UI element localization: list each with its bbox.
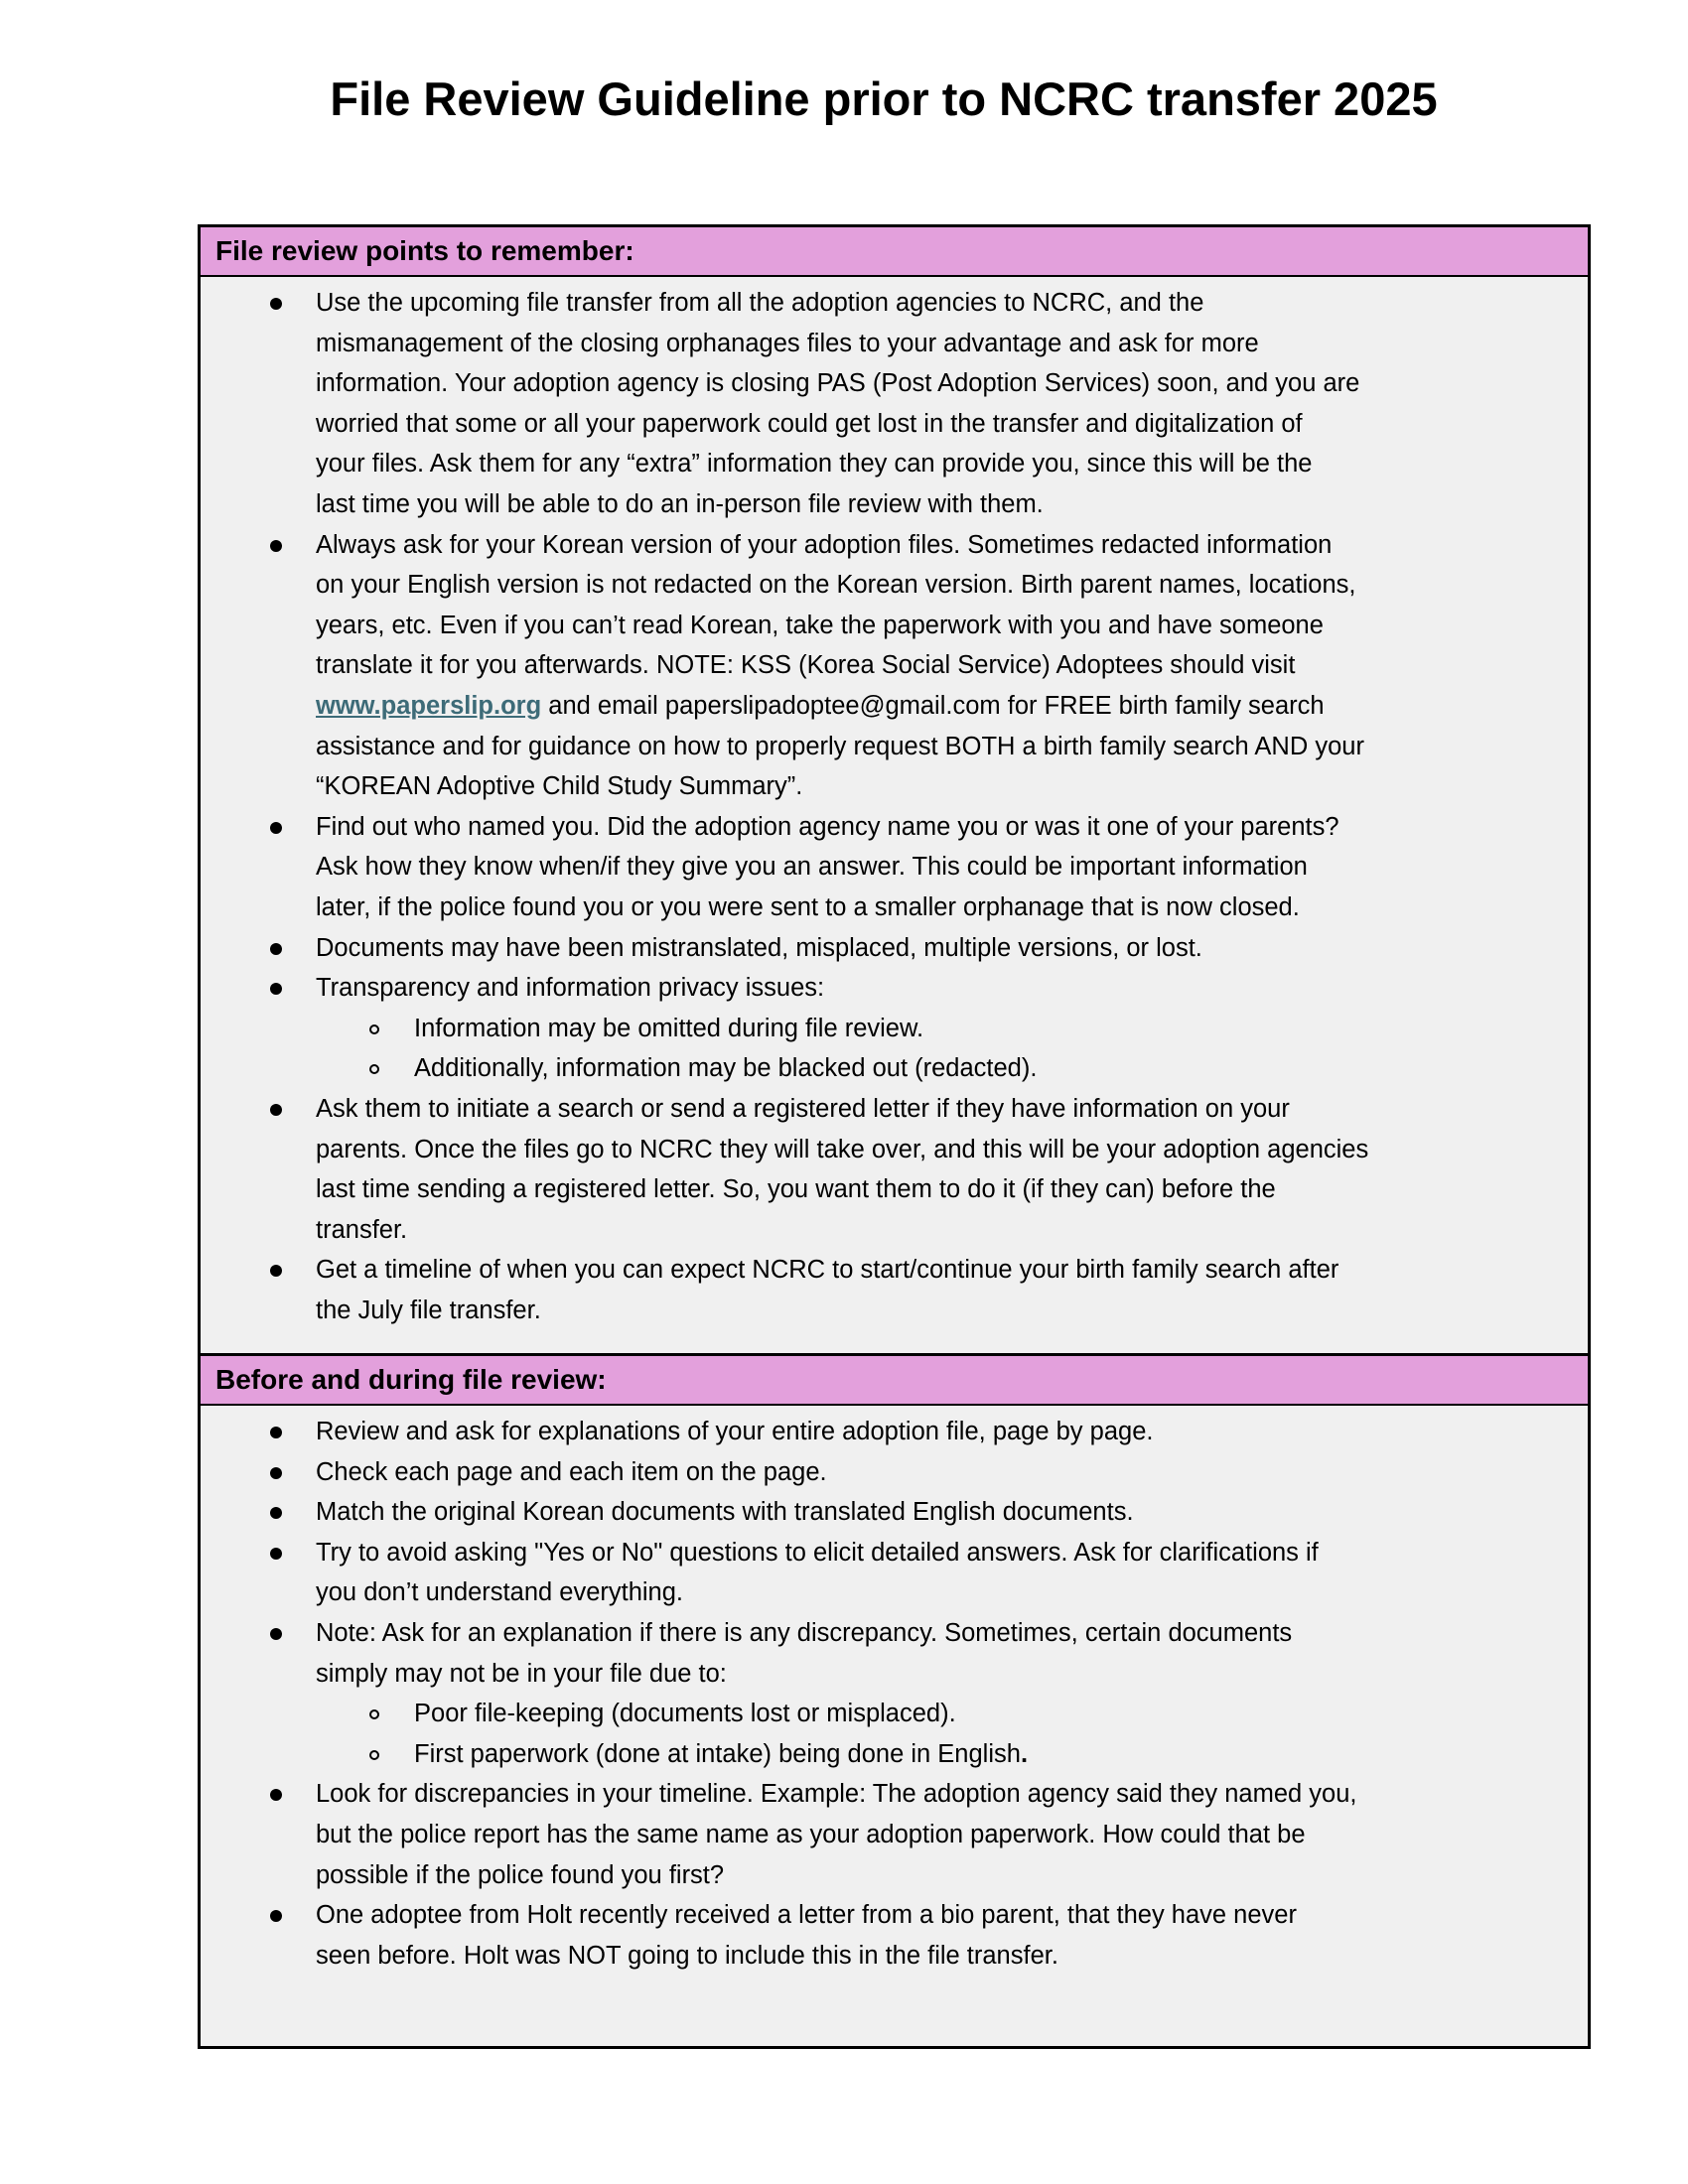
guideline-table — [198, 224, 1591, 2049]
list-item-line: One adoptee from Holt recently received a letter from a bio parent, that they have never — [316, 1901, 1297, 1930]
section-heading: File review points to remember: — [215, 235, 634, 266]
list-item-line: Try to avoid asking "Yes or No" questions to elicit detailed answers. Ask for clarifications if — [316, 1538, 1319, 1567]
list-item-line: information. Your adoption agency is closing PAS (Post Adoption Services) soon, and you are — [316, 369, 1360, 398]
sub-bullet-icon — [369, 1709, 379, 1719]
list-item-line: parents. Once the files go to NCRC they will take over, and this will be your adoption agencies — [316, 1135, 1369, 1163]
list-item-line: Transparency and information privacy issues: — [316, 974, 825, 1003]
sub-bullet-icon — [369, 1064, 379, 1074]
list-item-line: the July file transfer. — [316, 1297, 541, 1324]
section-heading: Before and during file review: — [215, 1364, 607, 1395]
bullet-icon — [270, 983, 282, 995]
sub-list-item: Information may be omitted during file review. — [414, 1014, 924, 1042]
document-title: File Review Guideline prior to NCRC transfer 2025 — [330, 72, 1438, 125]
list-item-line: Ask how they know when/if they give you an answer. This could be important information — [316, 853, 1308, 882]
list-item-line: Always ask for your Korean version of your adoption files. Sometimes redacted information — [316, 530, 1333, 559]
list-item-line: last time you will be able to do an in-person file review with them. — [316, 490, 1044, 518]
sub-list-item: First paperwork (done at intake) being done in English. — [414, 1739, 1029, 1768]
list-item-line: mismanagement of the closing orphanages files to your advantage and ask for more — [316, 329, 1259, 357]
bullet-icon — [270, 1427, 282, 1438]
sub-list-item: Poor file-keeping (documents lost or misplaced). — [414, 1700, 956, 1728]
list-item-line: Documents may have been mistranslated, misplaced, multiple versions, or lost. — [316, 933, 1202, 962]
bullet-icon — [270, 1548, 282, 1560]
list-item-line: Check each page and each item on the page. — [316, 1457, 827, 1486]
bullet-icon — [270, 1507, 282, 1519]
bullet-icon — [270, 1628, 282, 1640]
list-item-line: your files. Ask them for any “extra” information they can provide you, since this will be the — [316, 450, 1313, 478]
section-body-before-during — [201, 1404, 1588, 2046]
list-item-line: simply may not be in your file due to: — [316, 1659, 727, 1688]
bullet-icon — [270, 1910, 282, 1922]
bullet-icon — [270, 1789, 282, 1801]
bullet-icon — [270, 1265, 282, 1277]
list-item-line: Use the upcoming file transfer from all the adoption agencies to NCRC, and the — [316, 289, 1204, 317]
bold-period: . — [1020, 1739, 1029, 1768]
paperslip-link[interactable]: www.paperslip.org — [316, 692, 542, 720]
section-body-points — [201, 275, 1588, 1355]
list-item-line: seen before. Holt was NOT going to include this in the file transfer. — [316, 1941, 1058, 1970]
list-item-line: Note: Ask for an explanation if there is any discrepancy. Sometimes, certain documents — [316, 1619, 1293, 1647]
bullet-icon — [270, 822, 282, 834]
list-item-line: worried that some or all your paperwork could get lost in the transfer and digitalization of — [316, 409, 1303, 438]
list-item-line: translate it for you afterwards. NOTE: KSS (Korea Social Service) Adoptees should visit — [316, 651, 1296, 680]
bullet-icon — [270, 1104, 282, 1116]
sub-bullet-icon — [369, 1750, 379, 1760]
section-header-points — [201, 227, 1588, 275]
list-item-line: on your English version is not redacted on the Korean version. Birth parent names, locations, — [316, 571, 1356, 600]
list-item-line: last time sending a registered letter. So, you want them to do it (if they can) before the — [316, 1175, 1276, 1204]
list-item-line: Ask them to initiate a search or send a registered letter if they have information on your — [316, 1095, 1290, 1123]
section-header-before-during — [201, 1353, 1588, 1404]
list-item-line: Get a timeline of when you can expect NCRC to start/continue your birth family search after — [316, 1256, 1339, 1285]
sub-list-item: Additionally, information may be blacked out (redacted). — [414, 1054, 1038, 1083]
list-item-line: assistance and for guidance on how to properly request BOTH a birth family search AND your — [316, 732, 1364, 760]
bullet-icon — [270, 943, 282, 955]
sub-bullet-icon — [369, 1024, 379, 1034]
list-item-line: Match the original Korean documents with translated English documents. — [316, 1498, 1134, 1527]
list-item-line — [316, 690, 1325, 722]
list-item-line: you don’t understand everything. — [316, 1578, 683, 1607]
list-item-line: but the police report has the same name as your adoption paperwork. How could that be — [316, 1821, 1306, 1848]
list-item-line: later, if the police found you or you were sent to a smaller orphanage that is now closed. — [316, 893, 1300, 921]
bullet-icon — [270, 1467, 282, 1479]
list-item-line: years, etc. Even if you can’t read Korean, take the paperwork with you and have someone — [316, 611, 1324, 639]
list-item-line-text: and email paperslipadoptee@gmail.com for FREE birth family search — [541, 692, 1325, 720]
bullet-icon — [270, 298, 282, 310]
bullet-icon — [270, 540, 282, 552]
list-item-line: transfer. — [316, 1215, 408, 1244]
list-item-line: possible if the police found you first? — [316, 1860, 725, 1889]
list-item-line: “KOREAN Adoptive Child Study Summary”. — [316, 772, 803, 801]
list-item-line: Review and ask for explanations of your entire adoption file, page by page. — [316, 1418, 1154, 1445]
list-item-line: Find out who named you. Did the adoption agency name you or was it one of your parents? — [316, 812, 1339, 841]
list-item-line: Look for discrepancies in your timeline. Example: The adoption agency said they named you, — [316, 1780, 1357, 1809]
